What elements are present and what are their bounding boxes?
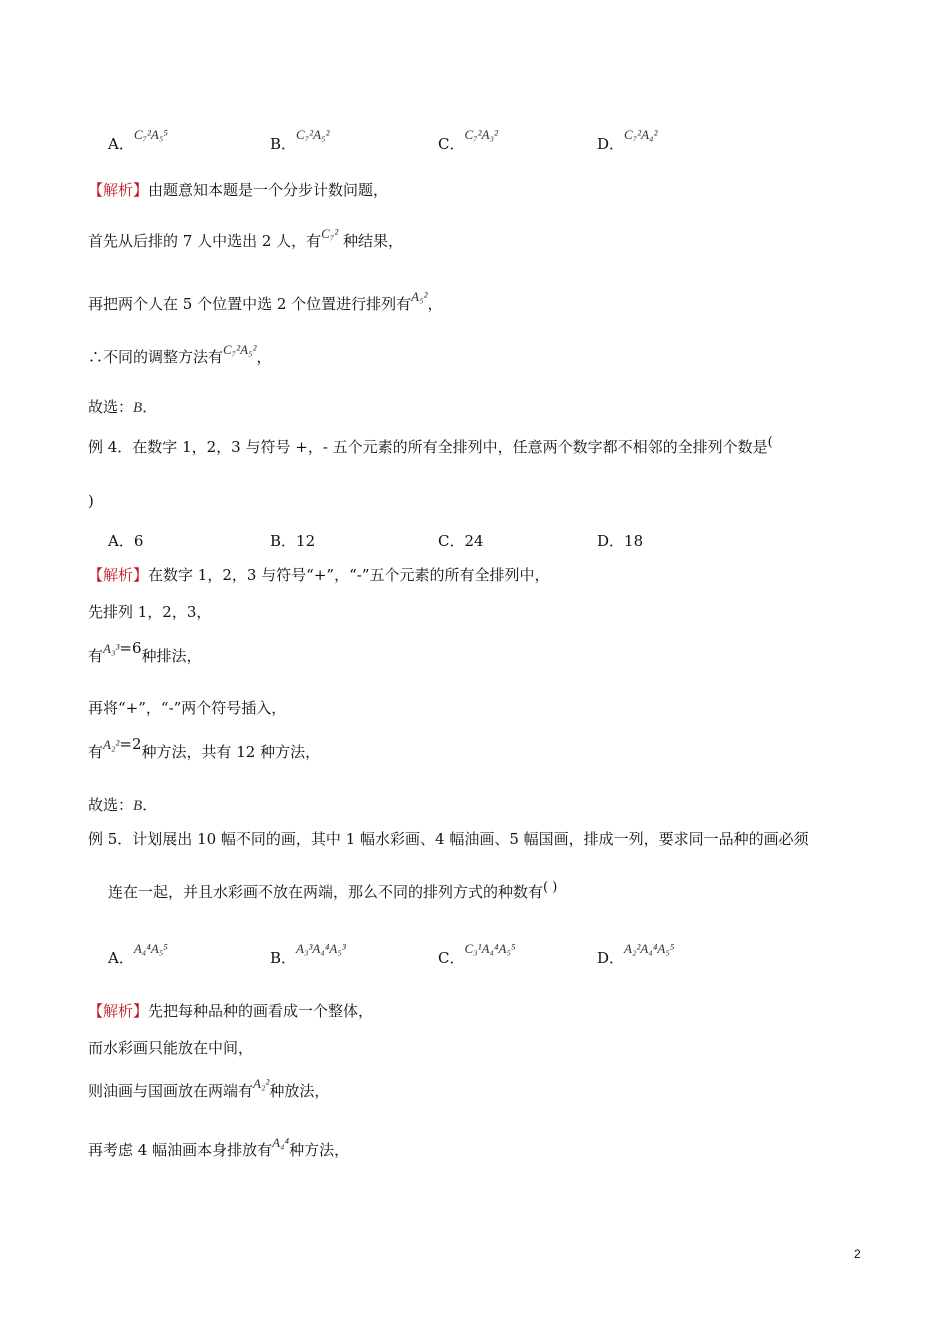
q5-option-d-expr: A₂²A₄⁴A₅⁵ bbox=[624, 941, 675, 956]
q3-analysis-line-2: 首先从后排的 7 人中选出 2 人，有C₇² 种结果， bbox=[88, 226, 404, 250]
analysis-tag: 【解析】 bbox=[88, 1002, 149, 1020]
q5-analysis-line-4: 再考虑 4 幅油画本身排放有A₄⁴种方法， bbox=[88, 1135, 350, 1159]
q3-option-a: A．C₇²A₅⁵ bbox=[108, 127, 168, 153]
math-a52: A₅² bbox=[411, 289, 428, 304]
math-a33: A₃³ bbox=[103, 641, 120, 656]
q3-answer: 故选：B． bbox=[88, 398, 158, 416]
q5-analysis-line-1: 【解析】先把每种品种的画看成一个整体， bbox=[88, 1002, 374, 1020]
q5-option-c: C．C₃¹A₄⁴A₅⁵ bbox=[438, 941, 516, 967]
q5-stem-1: 例 5．计划展出 10 幅不同的画，其中 1 幅水彩画、4 幅油画、5 幅国画，排成一列，要求同一品种的画必须 bbox=[88, 830, 809, 848]
q5-option-b-expr: A₃³A₄⁴A₅³ bbox=[296, 941, 346, 956]
q5-option-a-expr: A₄⁴A₅⁵ bbox=[133, 941, 168, 956]
q3-option-c-expr: C₇²A₃² bbox=[464, 127, 498, 142]
q5-option-b: B．A₃³A₄⁴A₅³ bbox=[270, 941, 346, 967]
analysis-tag: 【解析】 bbox=[88, 181, 149, 199]
q5-stem-2: 连在一起，并且水彩画不放在两端，那么不同的排列方式的种数有( ) bbox=[108, 880, 558, 901]
math-c72a52: C₇²A₅² bbox=[223, 342, 257, 357]
math-a22-b: A₂² bbox=[253, 1076, 270, 1091]
math-a44: A₄⁴ bbox=[272, 1135, 290, 1150]
math-c72: C₇² bbox=[321, 226, 339, 241]
q5-option-d: D．A₂²A₄⁴A₅⁵ bbox=[597, 941, 675, 967]
analysis-tag: 【解析】 bbox=[88, 566, 149, 584]
q4-option-b: B．12 bbox=[270, 532, 316, 550]
q3-analysis-line-3: 再把两个人在 5 个位置中选 2 个位置进行排列有A₅²， bbox=[88, 289, 443, 313]
q4-answer: 故选：B． bbox=[88, 796, 158, 814]
q3-analysis-line-4: ∴不同的调整方法有C₇²A₅²， bbox=[88, 342, 272, 366]
q4-analysis-line-5: 有A₂²=2种方法，共有 12 种方法， bbox=[88, 735, 321, 761]
q3-analysis-line-1: 【解析】由题意知本题是一个分步计数问题， bbox=[88, 181, 389, 199]
q4-option-a: A．6 bbox=[108, 532, 144, 550]
q5-analysis-line-3: 则油画与国画放在两端有A₂²种放法， bbox=[88, 1076, 330, 1100]
q3-option-c: C．C₇²A₃² bbox=[438, 127, 498, 153]
q4-option-d: D．18 bbox=[597, 532, 644, 550]
q4-analysis-line-1: 【解析】在数字 1，2，3 与符号“+”，“-”五个元素的所有全排列中， bbox=[88, 566, 550, 584]
q5-analysis-line-2: 而水彩画只能放在中间， bbox=[88, 1039, 254, 1057]
q4-stem: 例 4．在数字 1，2，3 与符号 +，- 五个元素的所有全排列中，任意两个数字都不相邻的全排列个数是( bbox=[88, 435, 773, 456]
q3-option-a-expr: C₇²A₅⁵ bbox=[133, 127, 168, 142]
q5-option-c-expr: C₃¹A₄⁴A₅⁵ bbox=[464, 941, 516, 956]
q4-analysis-line-3: 有A₃³=6种排法， bbox=[88, 639, 202, 665]
q3-option-d-expr: C₇²A₄² bbox=[624, 127, 658, 142]
page-number: 2 bbox=[854, 1247, 861, 1261]
q4-analysis-line-4: 再将“+”，“-”两个符号插入， bbox=[88, 699, 287, 717]
q4-option-c: C．24 bbox=[438, 532, 484, 550]
math-a22: A₂² bbox=[103, 737, 120, 752]
q5-option-a: A．A₄⁴A₅⁵ bbox=[108, 941, 168, 967]
q4-paren-close: ) bbox=[88, 492, 94, 510]
q4-analysis-line-2: 先排列 1，2，3， bbox=[88, 603, 212, 621]
q3-option-d: D．C₇²A₄² bbox=[597, 127, 658, 153]
q3-option-b-expr: C₇²A₅² bbox=[296, 127, 330, 142]
q3-option-b: B．C₇²A₅² bbox=[270, 127, 330, 153]
